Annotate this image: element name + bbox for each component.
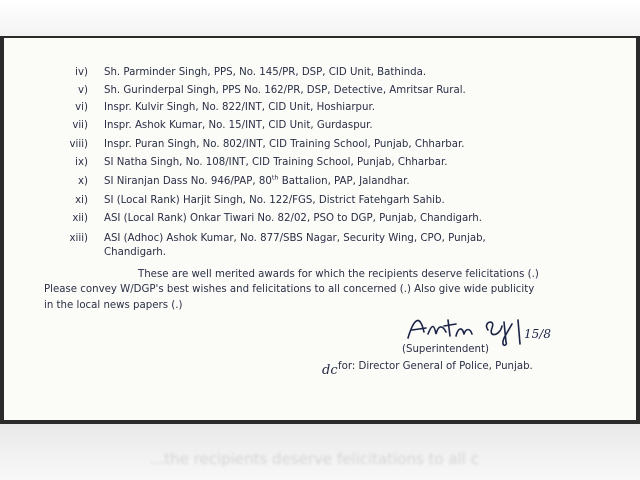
- item-number: vii): [72, 120, 88, 131]
- item-text: SI Natha Singh, No. 108/INT, CID Training School, Punjab, Chharbar.: [104, 157, 448, 168]
- ordinal-suffix: th: [271, 173, 279, 182]
- item-number: xii): [72, 213, 88, 224]
- item-number: viii): [69, 139, 88, 150]
- list-item: [4, 232, 636, 260]
- document-page: [4, 38, 636, 420]
- item-text-part: Battalion, PAP, Jalandhar.: [278, 176, 410, 187]
- closing-paragraph-line: These are well merited awards for which the recipients deserve felicitations (.): [138, 269, 539, 280]
- item-number: iv): [75, 67, 88, 78]
- item-number: x): [77, 176, 88, 187]
- item-text: [104, 175, 410, 189]
- list-item: [4, 212, 636, 226]
- top-background-strip: [0, 0, 640, 36]
- item-text: ASI (Adhoc) Ashok Kumar, No. 877/SBS Nagar, Security Wing, CPO, Punjab,: [104, 233, 486, 244]
- closing-paragraph-line: in the local news papers (.): [44, 300, 183, 311]
- closing-paragraph-line: Please convey W/DGP's best wishes and felicitations to all concerned (.) Also give wide publicity: [44, 284, 535, 295]
- list-item: [4, 194, 636, 208]
- item-text: Inspr. Kulvir Singh, No. 822/INT, CID Unit, Hoshiarpur.: [104, 102, 375, 113]
- item-number: v): [77, 85, 88, 96]
- item-text: Inspr. Ashok Kumar, No. 15/INT, CID Unit, Gurdaspur.: [104, 120, 373, 131]
- item-text: ASI (Local Rank) Onkar Tiwari No. 82/02, PSO to DGP, Punjab, Chandigarh.: [104, 213, 482, 224]
- item-text: Sh. Gurinderpal Singh, PPS No. 162/PR, DSP, Detective, Amritsar Rural.: [104, 85, 466, 96]
- item-text-continuation: Chandigarh.: [104, 247, 166, 258]
- item-number: ix): [75, 157, 88, 168]
- handwritten-signature: [404, 308, 594, 348]
- item-text: Sh. Parminder Singh, PPS, No. 145/PR, DSP, CID Unit, Bathinda.: [104, 67, 427, 78]
- initials: dc: [322, 363, 338, 378]
- list-item: [4, 84, 636, 98]
- item-number: xi): [75, 195, 88, 206]
- list-item: [4, 156, 636, 170]
- list-item: [4, 138, 636, 152]
- item-text: SI (Local Rank) Harjit Singh, No. 122/FGS, District Fatehgarh Sahib.: [104, 195, 445, 206]
- bottom-background-strip: [0, 424, 640, 480]
- blurred-background-text: ...the recipients deserve felicitations to all c: [150, 450, 479, 468]
- for-authority-line: for: Director General of Police, Punjab.: [338, 361, 533, 372]
- svg-text:15/8: 15/8: [524, 327, 551, 341]
- list-item: [4, 119, 636, 133]
- list-item: [4, 175, 636, 189]
- item-number: xiii): [69, 233, 88, 244]
- list-item: [4, 66, 636, 80]
- item-text: Inspr. Puran Singh, No. 802/INT, CID Training School, Punjab, Chharbar.: [104, 139, 465, 150]
- item-number: vi): [75, 102, 88, 113]
- item-text-part: SI Niranjan Dass No. 946/PAP, 80: [104, 176, 272, 187]
- list-item: [4, 101, 636, 115]
- designation: (Superintendent): [402, 344, 489, 355]
